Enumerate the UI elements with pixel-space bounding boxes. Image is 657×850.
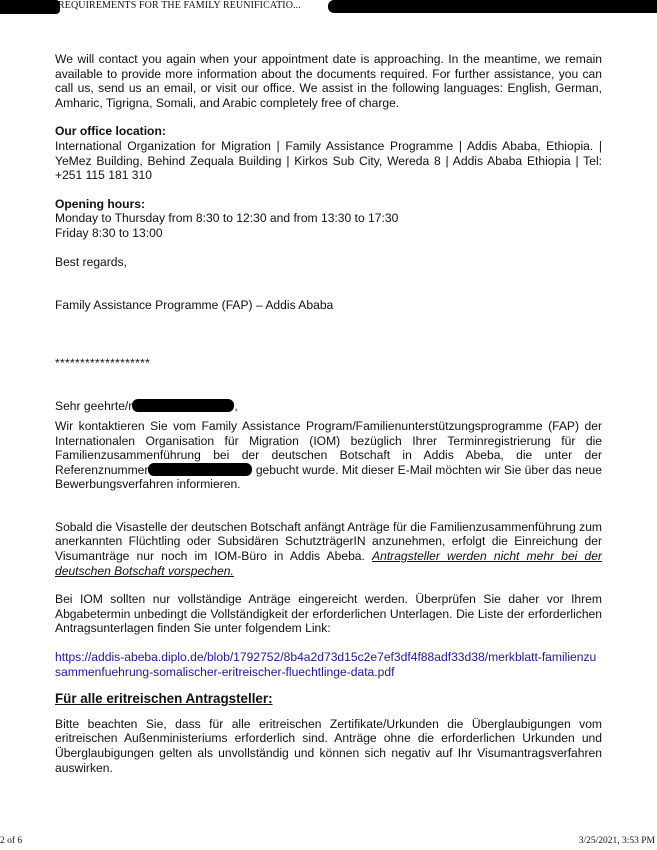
redacted-reference-number	[148, 463, 252, 476]
eritrea-heading: Für alle eritreischen Antragsteller:	[55, 691, 273, 707]
german-para1-end: gebucht wurde. Mit dieser E-Mail möchten wir Sie über das neue Bewerbungsverfahren informieren.	[55, 462, 602, 492]
eritrea-paragraph: Bitte beachten Sie, dass für alle eritreischen Zertifikate/Urkunden die Überglaubigungen vom eritreischen Außenministeriums erforderlich sind. Anträge ohne die erforderlichen Urkunden und Überglaubigungen gelten als unvollständig und können sich negativ auf Ihr Visumantragsverfahren auswirken.	[55, 716, 602, 775]
office-address: International Organization for Migration | Family Assistance Programme | Addis Ababa, Ethiopia. | YeMez Building, Behind Zequala Building | Kirkos Sub City, Wereda 8 | Addis Ababa Ethiopia | Tel: +251 115 181 310	[55, 138, 602, 183]
redacted-block	[328, 0, 657, 13]
print-datetime: 3/25/2021, 3:53 PM	[578, 836, 655, 846]
german-para1-start: Wir kontaktieren Sie vom Family Assistance Program/Familienunterstützungsprogramme (FAP) der Internationalen Organisation für Migration (IOM) bezüglich Ihrer Terminregistrierung für die Familienzusammenführung bei der deutschen Botschaft in Addis Abeba, die unter der Referenznummer	[55, 418, 602, 477]
german-paragraph-2	[55, 520, 602, 578]
german-para2-text: Sobald die Visastelle der deutschen Botschaft anfängt Anträge für die Familienzusammenführung zum anerkannten Flüchtling oder Subsidären SchutzträgerIN anzunehmen, erfolgt die Einreichung der Visumanträge nur noch im IOM-Büro in Addis Abeba.	[55, 519, 603, 564]
german-paragraph-1	[55, 419, 602, 492]
hours-weekdays: Monday to Thursday from 8:30 to 12:30 and from 13:30 to 17:30	[55, 211, 399, 226]
redacted-block	[0, 0, 60, 14]
redacted-name	[132, 399, 234, 412]
page-number: 2 of 6	[0, 836, 23, 846]
intro-paragraph: We will contact you again when your appointment date is approaching. In the meantime, we remain available to provide more information about the documents required. For further assistance, you can call us, send us an email, or visit our office. We assist in the following languages: English, German, Amharic, Tigrigna, Somali, and Arabic completely free of charge.	[55, 52, 602, 110]
document-title: REQUIREMENTS FOR THE FAMILY REUNIFICATIO...	[58, 0, 301, 11]
salutation-text: Sehr geehrte/r	[55, 399, 133, 414]
signature: Family Assistance Programme (FAP) – Addis Ababa	[55, 298, 334, 313]
hours-friday: Friday 8:30 to 13:00	[55, 225, 163, 240]
salutation	[55, 399, 602, 414]
german-paragraph-3: Bei IOM sollten nur vollständige Anträge eingereicht werden. Überprüfen Sie daher vor Ihrem Abgabetermin unbedingt die Vollständigkeit der erforderlichen Unterlagen. Die Liste der erforderlichen Antragsunterlagen finden Sie unter folgendem Link:	[55, 592, 602, 636]
page-header	[0, 0, 657, 14]
office-heading: Our office location:	[55, 124, 166, 139]
separator: *******************	[55, 355, 151, 370]
closing: Best regards,	[55, 254, 127, 269]
german-para2-emphasis: Antragsteller werden nicht mehr bei der deutschen Botschaft vorspechen.	[55, 549, 602, 578]
salutation-comma: ,	[234, 399, 238, 414]
hours-heading: Opening hours:	[55, 196, 146, 211]
letter-body	[55, 52, 602, 775]
requirements-link[interactable]: https://addis-abeba.diplo.de/blob/1792752/8b4a2d73d15c2e7ef3df4f88adf33d38/merkblatt-familienzusammenfuehrung-somalischer-eritreischer-fluechtlinge-data.pdf	[55, 650, 597, 679]
